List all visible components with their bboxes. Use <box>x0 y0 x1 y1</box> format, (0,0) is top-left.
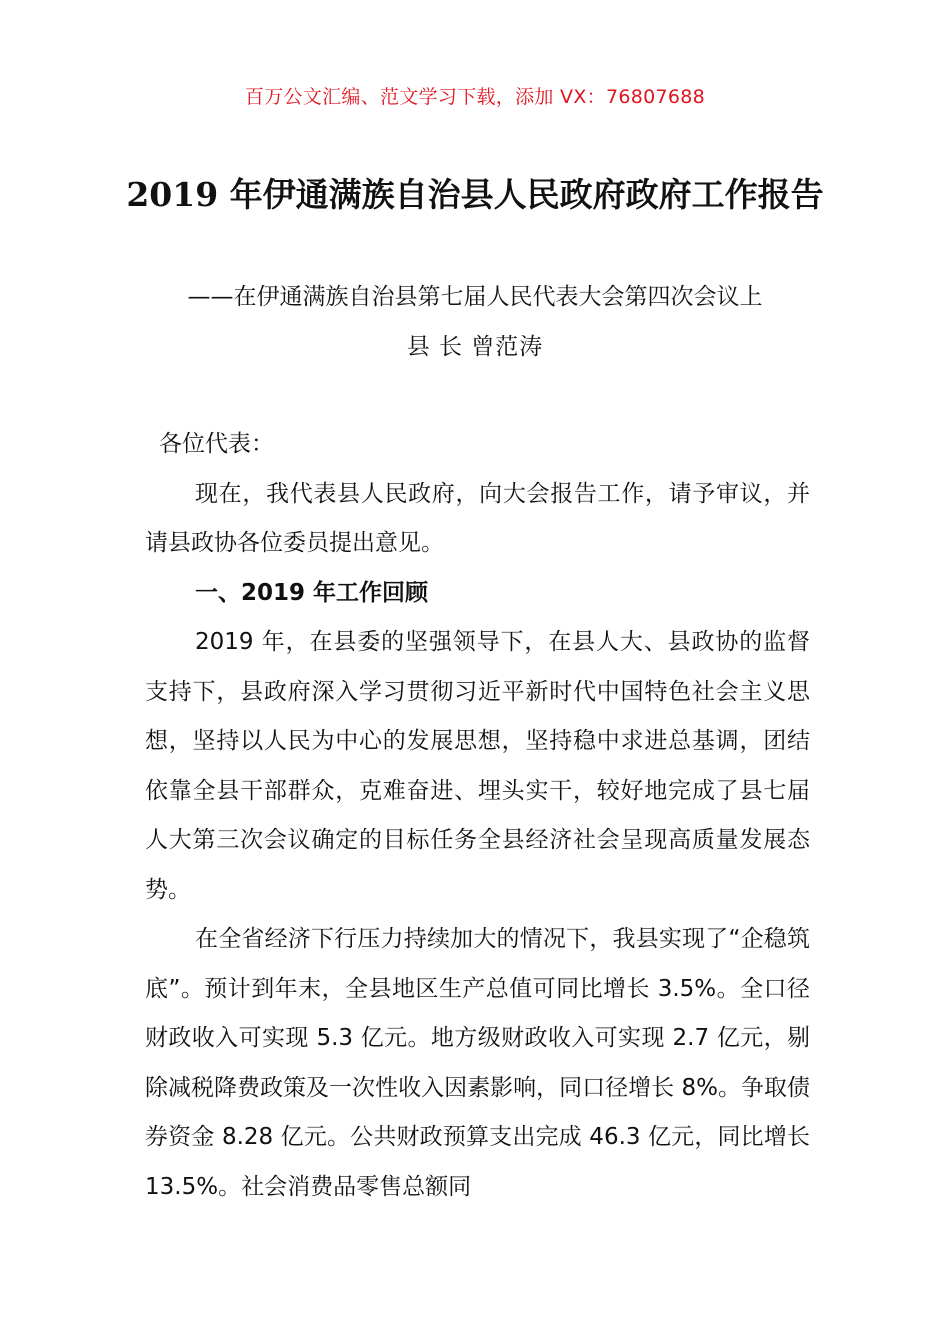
section-heading: 一、2019 年工作回顾 <box>195 579 429 606</box>
body-paragraph-1: 2019 年，在县委的坚强领导下，在县人大、县政协的监督支持下，县政府深入学习贯彻习近平新时代中国特色社会主义思想，坚持以人民为中心的发展思想，坚持稳中求进总基调，团结依靠全县干部群众，克难奋进、埋头实干，较好地完成了县七届人大第三次会议确定的目标任务全县经济社会呈现高质量发展态势。 <box>145 629 810 903</box>
document-title: 2019 年伊通满族自治县人民政府政府工作报告 <box>126 175 824 214</box>
intro-paragraph: 现在，我代表县人民政府，向大会报告工作，请予审议，并请县政协各位委员提出意见。 <box>145 480 810 556</box>
watermark-banner: 百万公文汇编、范文学习下载，添加 VX：76807688 <box>244 86 706 108</box>
document-body <box>145 420 810 1212</box>
body-paragraph-2: 在全省经济下行压力持续加大的情况下，我县实现了“企稳筑底”。预计到年末，全县地区生产总值可同比增长 3.5%。全口径财政收入可实现 5.3 亿元。地方级财政收入可实现 2.7 亿元，剔除减税降费政策及一次性收入因素影响，同口径增长 8%。争取债券资金 8.28 亿元。公共财政预算支出完成 46.3 亿元，同比增长 13.5%。社会消费品零售总额同 <box>145 926 810 1200</box>
document-author: 县 长 曾范涛 <box>406 334 544 360</box>
document-subtitle: ——在伊通满族自治县第七届人民代表大会第四次会议上 <box>187 284 763 310</box>
greeting: 各位代表： <box>159 431 274 457</box>
